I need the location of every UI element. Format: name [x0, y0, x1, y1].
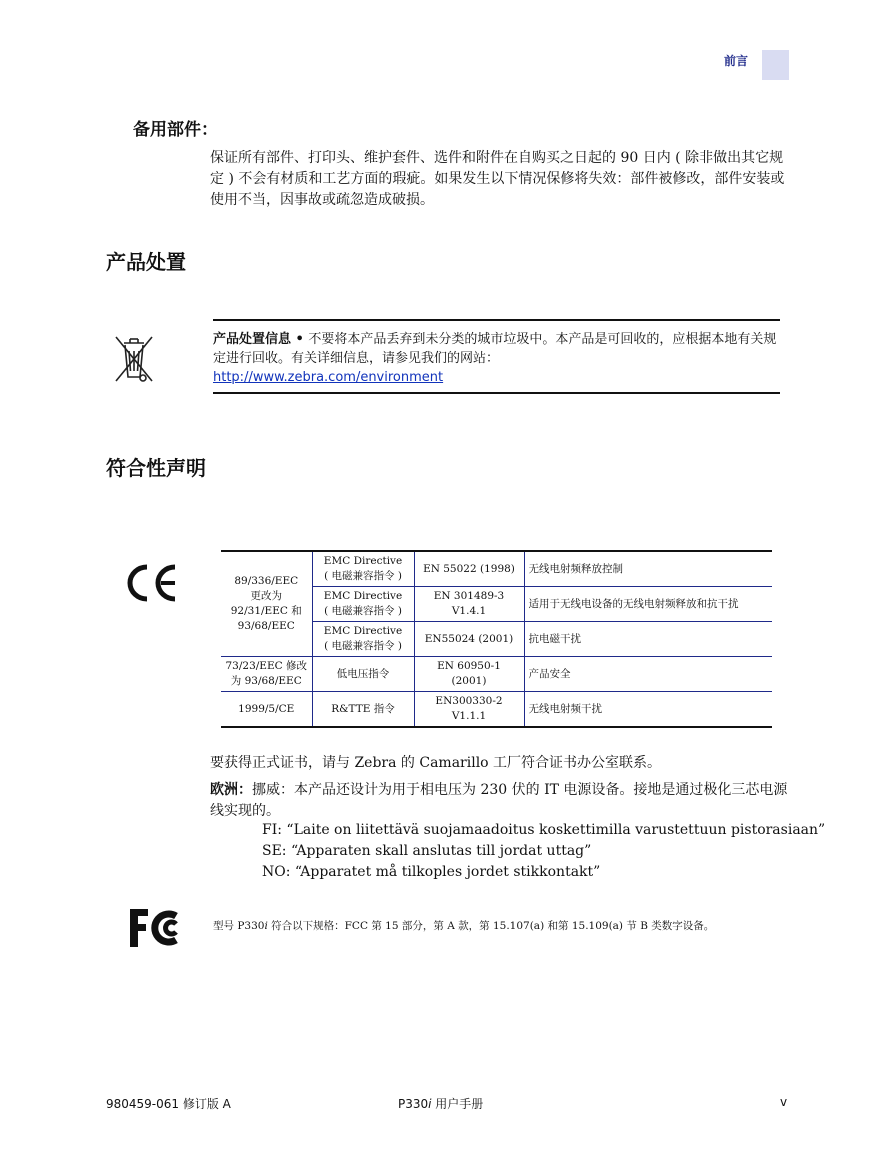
quote-no: NO: “Apparatet må tilkoples jordet stikkontakt” — [262, 864, 601, 880]
compliance-table — [221, 550, 772, 728]
type-cell: 低电压指令 — [312, 657, 414, 692]
standard-cell: EN 55022 (1998) — [414, 551, 524, 587]
disposal-note-text: 不要将本产品丢弃到未分类的城市垃圾中。本产品是可回收的，应根据本地有关规定进行回收。有关详细信息，请参见我们的网站： — [213, 332, 777, 366]
disposal-heading: 产品处置 — [106, 250, 186, 274]
type-cell: EMC Directive ( 电磁兼容指令 ) — [312, 587, 414, 622]
environment-link[interactable]: http://www.zebra.com/environment — [213, 370, 444, 385]
spare-parts-heading: 备用部件： — [133, 120, 218, 140]
section-title: 前言 — [724, 54, 749, 68]
table-row — [221, 657, 772, 692]
standard-cell: EN300330-2 V1.1.1 — [414, 692, 524, 728]
fcc-logo-icon — [128, 907, 186, 953]
type-cell: EMC Directive ( 电磁兼容指令 ) — [312, 551, 414, 587]
standard-cell: EN55024 (2001) — [414, 622, 524, 657]
certificate-text: 要获得正式证书，请与 Zebra 的 Camarillo 工厂符合证书办公室联系。 — [210, 755, 662, 771]
description-cell: 产品安全 — [524, 657, 772, 692]
standard-cell: EN 60950-1 (2001) — [414, 657, 524, 692]
quote-se: SE: “Apparaten skall anslutas till jordat uttag” — [262, 843, 592, 859]
europe-paragraph — [210, 780, 790, 822]
section-tab-marker — [762, 50, 789, 80]
type-cell: EMC Directive ( 电磁兼容指令 ) — [312, 622, 414, 657]
description-cell: 抗电磁干扰 — [524, 622, 772, 657]
description-cell: 无线电射频释放控制 — [524, 551, 772, 587]
weee-bin-icon — [110, 333, 158, 389]
footer-page-number: v — [780, 1095, 788, 1109]
disposal-note-label: 产品处置信息 • — [213, 332, 309, 347]
europe-label: 欧洲： — [210, 782, 252, 798]
directive-cell: 73/23/EEC 修改 为 93/68/EEC — [221, 657, 312, 692]
compliance-heading: 符合性声明 — [106, 456, 206, 480]
description-cell: 无线电射频干扰 — [524, 692, 772, 728]
footer-manual-title: P330i 用户手册 — [398, 1097, 484, 1111]
disposal-note — [213, 330, 783, 387]
quote-fi: FI: “Laite on liitettävä suojamaadoitus koskettimilla varustettuun pistorasiaan” — [262, 822, 826, 838]
ce-mark-icon — [125, 562, 183, 608]
description-cell: 适用于无线电设备的无线电射频释放和抗干扰 — [524, 587, 772, 622]
table-row — [221, 692, 772, 728]
grounding-quotes — [262, 820, 825, 883]
note-bottom-rule — [213, 392, 780, 394]
europe-text: 挪威：本产品还设计为用于相电压为 230 伏的 IT 电源设备。接地是通过极化三芯电源线实现的。 — [210, 782, 788, 819]
type-cell: R&TTE 指令 — [312, 692, 414, 728]
directive-cell: 1999/5/CE — [221, 692, 312, 728]
note-top-rule — [213, 319, 780, 321]
directive-cell: 89/336/EEC 更改为 92/31/EEC 和 93/68/EEC — [221, 551, 312, 657]
standard-cell: EN 301489-3 V1.4.1 — [414, 587, 524, 622]
table-row — [221, 551, 772, 587]
fcc-statement: 型号 P330i 符合以下规格：FCC 第 15 部分，第 A 款，第 15.107(a) 和第 15.109(a) 节 B 类数字设备。 — [213, 920, 715, 932]
footer-doc-number: 980459-061 修订版 A — [106, 1097, 231, 1111]
spare-parts-text: 保证所有部件、打印头、维护套件、选件和附件在自购买之日起的 90 日内 ( 除非做出其它规定 ) 不会有材质和工艺方面的瑕疵。如果发生以下情况保修将失效：部件被修改，部件安装或使用不当，因事故或疏忽造成破损。 — [210, 150, 785, 208]
